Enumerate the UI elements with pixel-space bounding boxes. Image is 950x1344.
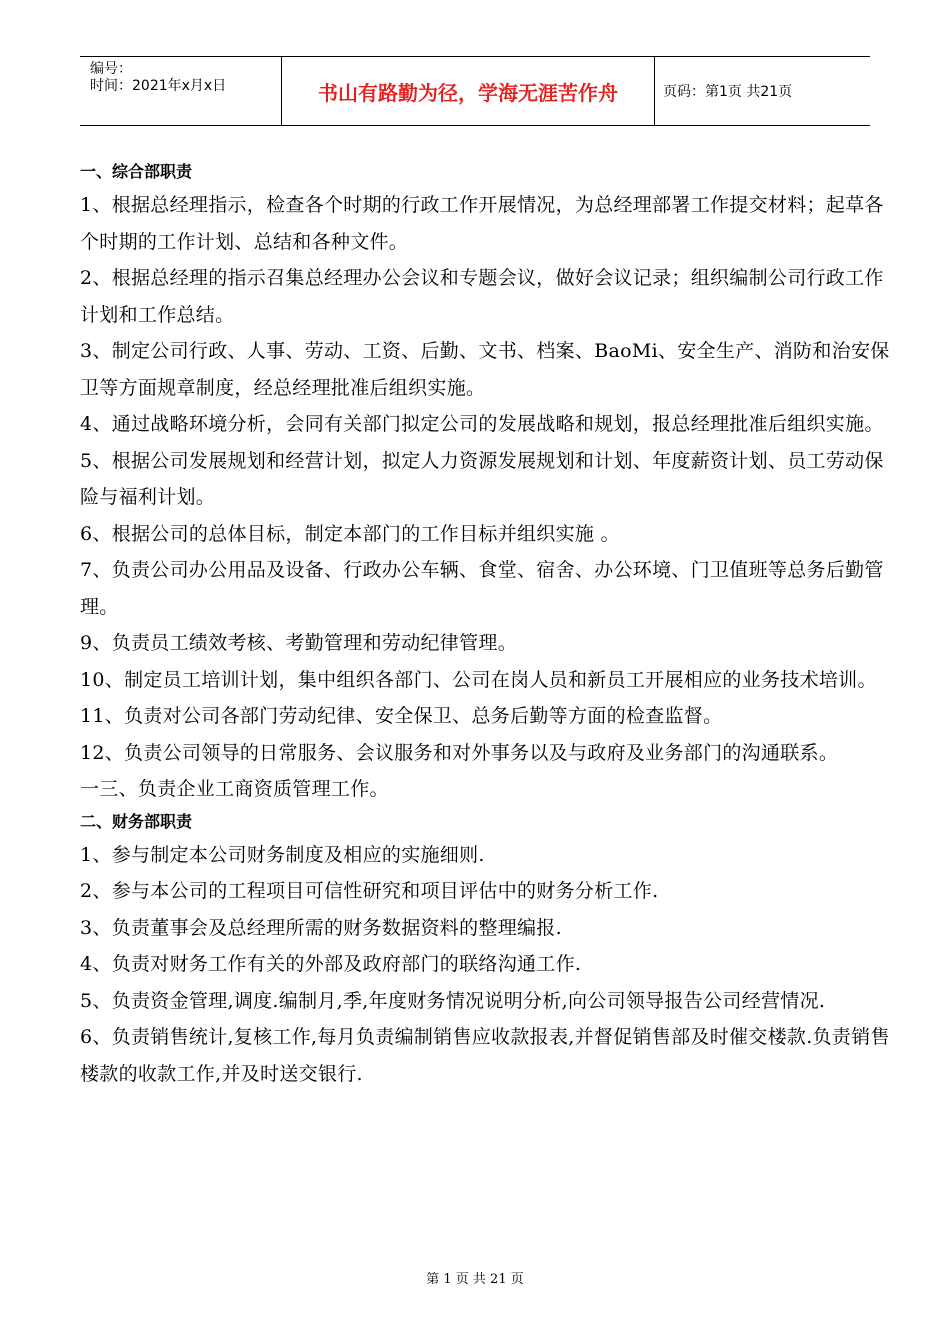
page-header xyxy=(80,56,870,126)
section-finance xyxy=(80,808,890,1093)
header-motto-cell xyxy=(281,57,655,125)
page-footer xyxy=(0,1268,950,1287)
list-item: 6、负责销售统计,复核工作,每月负责编制销售应收款报表,并督促销售部及时催交楼款.负责销售楼款的收款工作,并及时送交银行. xyxy=(80,1026,890,1085)
footer-page-number: 第 1 页 共 21 页 xyxy=(426,1272,524,1287)
list-item: 5、根据公司发展规划和经营计划，拟定人力资源发展规划和计划、年度薪资计划、员工劳动保险与福利计划。 xyxy=(80,449,884,508)
list-item: 9、负责员工绩效考核、考勤管理和劳动纪律管理。 xyxy=(80,632,517,654)
list-item: 11、负责对公司各部门劳动纪律、安全保卫、总务后勤等方面的检查监督。 xyxy=(80,705,723,727)
list-item: 4、负责对财务工作有关的外部及政府部门的联络沟通工作. xyxy=(80,953,582,975)
list-item: 1、根据总经理指示，检查各个时期的行政工作开展情况，为总经理部署工作提交材料；起草各个时期的工作计划、总结和各种文件。 xyxy=(80,194,884,253)
list-item: 2、参与本公司的工程项目可信性研究和项目评估中的财务分析工作. xyxy=(80,880,659,902)
list-item: 5、负责资金管理,调度.编制月,季,年度财务情况说明分析,向公司领导报告公司经营情况. xyxy=(80,989,826,1012)
list-item: 4、通过战略环境分析，会同有关部门拟定公司的发展战略和规划，报总经理批准后组织实施。 xyxy=(80,413,884,435)
header-meta-cell xyxy=(80,57,281,125)
list-item: 2、根据总经理的指示召集总经理办公会议和专题会议，做好会议记录；组织编制公司行政工作计划和工作总结。 xyxy=(80,267,884,326)
document-number-label: 编号： xyxy=(90,61,132,77)
section-heading: 二、财务部职责 xyxy=(80,811,193,831)
list-item: 一三、负责企业工商资质管理工作。 xyxy=(80,778,389,800)
section-admin xyxy=(80,158,890,808)
list-item: 10、制定员工培训计划，集中组织各部门、公司在岗人员和新员工开展相应的业务技术培训。 xyxy=(80,668,877,691)
header-page-cell xyxy=(655,57,870,125)
header-page-code: 页码：第1页 共21页 xyxy=(663,84,793,100)
document-body xyxy=(80,158,890,1092)
list-item: 7、负责公司办公用品及设备、行政办公车辆、食堂、宿舍、办公环境、门卫值班等总务后勤管理。 xyxy=(80,559,884,618)
list-item: 3、负责董事会及总经理所需的财务数据资料的整理编报. xyxy=(80,916,562,939)
list-item: 3、制定公司行政、人事、劳动、工资、后勤、文书、档案、BaoMi、安全生产、消防和治安保卫等方面规章制度，经总经理批准后组织实施。 xyxy=(80,340,890,399)
list-item: 1、参与制定本公司财务制度及相应的实施细则. xyxy=(80,843,485,866)
section-heading: 一、综合部职责 xyxy=(80,162,193,181)
list-item: 12、负责公司领导的日常服务、会议服务和对外事务以及与政府及业务部门的沟通联系。 xyxy=(80,741,839,764)
list-item: 6、根据公司的总体目标，制定本部门的工作目标并组织实施 。 xyxy=(80,522,620,545)
document-time: 时间：2021年x月x日 xyxy=(90,78,227,94)
header-motto: 书山有路勤为径，学海无涯苦作舟 xyxy=(318,80,618,105)
